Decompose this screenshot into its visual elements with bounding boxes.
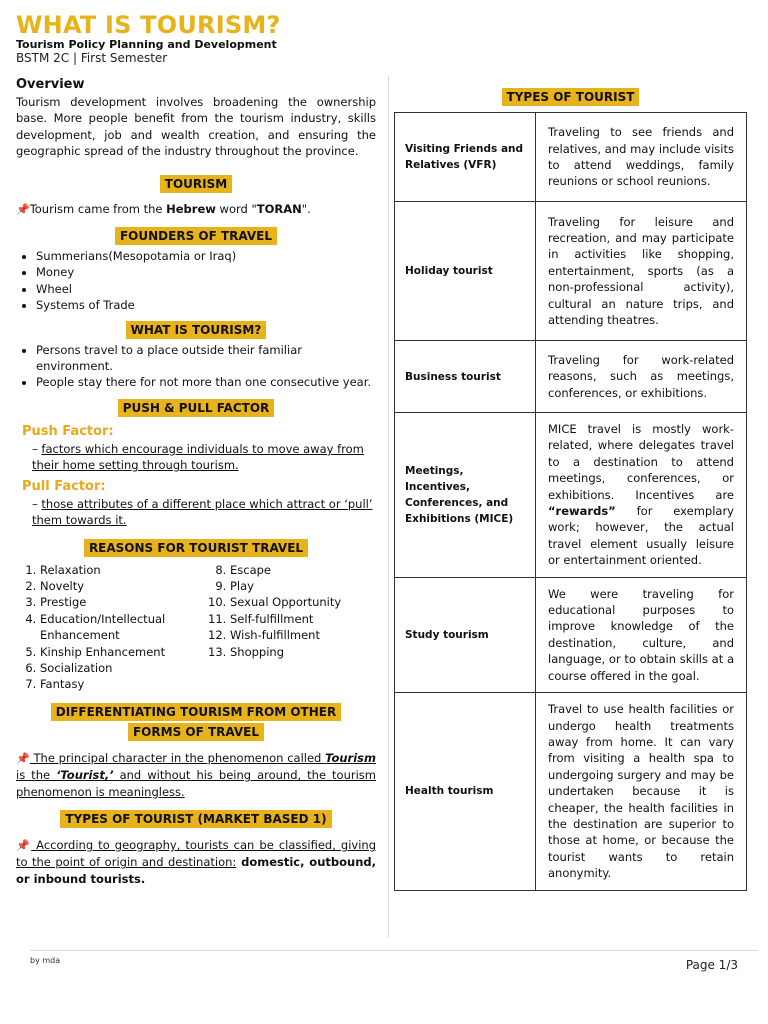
table-row bbox=[395, 413, 747, 578]
pushpin-icon: 📌 bbox=[16, 838, 32, 852]
differentiating-text: 📌 The principal character in the phenomenon called Tourism is the ‘Tourist,’ and without his being around, the tourism phenomenon is meaningless. bbox=[16, 750, 376, 799]
list-item: 11. Self-fulfillment bbox=[230, 611, 376, 627]
market-based-text: 📌 According to geography, tourists can be classified, giving to the point of origin and destination: domestic, outbound, or inbound tourists. bbox=[16, 837, 376, 886]
author-credit: by mda bbox=[30, 956, 61, 965]
course-info: BSTM 2C | First Semester bbox=[16, 51, 168, 65]
page-subtitle: Tourism Policy Planning and Development bbox=[16, 38, 277, 51]
list-item: 3. Prestige bbox=[40, 594, 206, 610]
description-cell: Traveling for leisure and recreation, and may participate in activities like shopping, entertainment, sports (as a non-professional activity), cultural an nature trips, and attending theatres. bbox=[536, 202, 747, 341]
overview-text: Tourism development involves broadening the ownership base. More people benefit from the tourism industry, skills development, job and wealth creation, and ensuring the geographic spread of the industry throughout the province. bbox=[16, 95, 376, 159]
left-column bbox=[16, 76, 376, 887]
list-item: • People stay there for not more than one consecutive year. bbox=[36, 374, 376, 390]
table-row bbox=[395, 113, 747, 202]
list-item: • Systems of Trade bbox=[36, 297, 376, 313]
founders-list bbox=[16, 248, 376, 314]
list-item: 12. Wish-fulfillment bbox=[230, 627, 376, 643]
table-row bbox=[395, 341, 747, 413]
right-column bbox=[394, 86, 747, 891]
pushpin-icon: 📌 bbox=[16, 751, 30, 765]
founders-heading: FOUNDERS OF TRAVEL bbox=[115, 227, 277, 245]
description-cell: MICE travel is mostly work-related, where delegates travel to a destination to attend meetings, conferences, or exhibitions. Incentives are “rewards” for exemplary work; however, the actual travel element usually leisure or entertainment oriented. bbox=[536, 413, 747, 578]
reasons-heading: REASONS FOR TOURIST TRAVEL bbox=[84, 539, 308, 557]
description-cell: Travel to use health facilities or undergo health treatments away from home. It can vary from visiting a health spa to undergoing surgery and may be undertaken because it is cheaper, the health facilities in the destination are superior to those at home, or because the tourist wants to retain anonymity. bbox=[536, 693, 747, 890]
push-pull-heading: PUSH & PULL FACTOR bbox=[118, 399, 275, 417]
description-cell: Traveling for work-related reasons, such as meetings, conferences, or exhibitions. bbox=[536, 341, 747, 413]
column-divider bbox=[388, 76, 389, 938]
description-cell: Traveling to see friends and relatives, and may include visits to attend weddings, family reunions or school reunions. bbox=[536, 113, 747, 202]
list-item: 5. Kinship Enhancement bbox=[40, 644, 206, 660]
type-cell: Study tourism bbox=[395, 577, 536, 692]
list-item: • Wheel bbox=[36, 281, 376, 297]
page-title: WHAT IS TOURISM? bbox=[16, 11, 281, 39]
description-cell: We were traveling for educational purposes to improve knowledge of the destination, culture, and language, or to obtain skills at a course offered in the goal. bbox=[536, 577, 747, 692]
types-of-tourist-heading: TYPES OF TOURIST bbox=[502, 88, 640, 106]
list-item: 6. Socialization bbox=[40, 660, 206, 676]
type-cell: Business tourist bbox=[395, 341, 536, 413]
list-item: 2. Novelty bbox=[40, 578, 206, 594]
push-factor-text: – factors which encourage individuals to move away from their home setting through tourism. bbox=[32, 441, 364, 473]
list-item: 7. Fantasy bbox=[40, 676, 206, 692]
type-cell: Holiday tourist bbox=[395, 202, 536, 341]
reasons-list bbox=[16, 562, 376, 693]
types-table bbox=[394, 112, 747, 891]
type-cell: Meetings, Incentives, Conferences, and Exhibitions (MICE) bbox=[395, 413, 536, 578]
list-item: 1. Relaxation bbox=[40, 562, 206, 578]
push-factor-title: Push Factor: bbox=[22, 423, 114, 439]
differentiating-heading: DIFFERENTIATING TOURISM FROM OTHER FORMS OF TRAVEL bbox=[16, 701, 376, 741]
type-cell: Visiting Friends and Relatives (VFR) bbox=[395, 113, 536, 202]
table-row bbox=[395, 577, 747, 692]
table-row bbox=[395, 693, 747, 890]
list-item: 4. Education/Intellectual Enhancement bbox=[40, 611, 206, 644]
pushpin-icon: 📌 bbox=[16, 202, 30, 216]
market-based-heading: TYPES OF TOURIST (MARKET BASED 1) bbox=[60, 810, 331, 828]
list-item: • Money bbox=[36, 264, 376, 280]
overview-heading: Overview bbox=[16, 77, 85, 92]
list-item: • Persons travel to a place outside their familiar environment. bbox=[36, 342, 376, 375]
list-item: 10. Sexual Opportunity bbox=[230, 594, 376, 610]
pull-factor-title: Pull Factor: bbox=[22, 478, 106, 494]
tourism-origin: 📌Tourism came from the Hebrew word "TORAN". bbox=[16, 201, 311, 216]
list-item: 8. Escape bbox=[230, 562, 376, 578]
footer-divider bbox=[30, 950, 758, 951]
type-cell: Health tourism bbox=[395, 693, 536, 890]
what-is-tourism-heading: WHAT IS TOURISM? bbox=[126, 321, 267, 339]
page-number: Page 1/3 bbox=[685, 958, 738, 972]
list-item: 9. Play bbox=[230, 578, 376, 594]
what-list bbox=[16, 342, 376, 391]
table-row bbox=[395, 202, 747, 341]
list-item: • Summerians(Mesopotamia or Iraq) bbox=[36, 248, 376, 264]
pull-factor-text: – those attributes of a different place which attract or ‘pull’ them towards it. bbox=[32, 496, 373, 528]
tourism-heading: TOURISM bbox=[160, 175, 232, 193]
list-item: 13. Shopping bbox=[230, 644, 376, 660]
